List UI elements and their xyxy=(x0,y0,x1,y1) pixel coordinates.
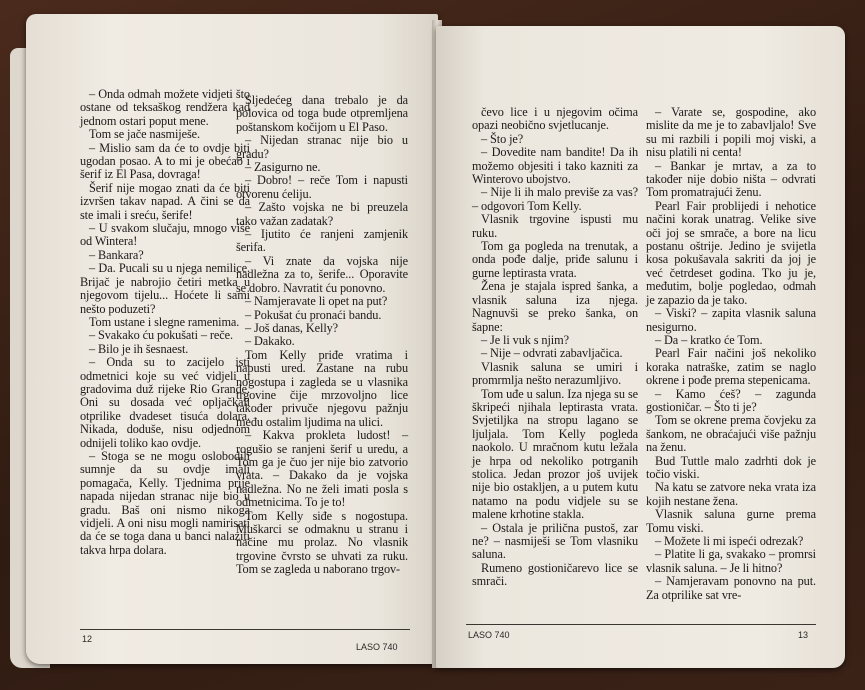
paragraph: Tom se okrene prema čovjeku za šankom, ne obraćajući više pažnju na ženu. xyxy=(646,413,816,455)
paragraph: Tom Kelly priđe vratima i napusti ured. Zastane na rubu nogostupa i zagleda se u vlasnika trgovine čije mrzovoljno lice također privuče njegovu pažnju među ostalim ljudima na ulici. xyxy=(236,347,408,429)
left-page-footer: LASO 740 xyxy=(356,642,398,652)
right-page-column-2 xyxy=(646,106,816,602)
left-footer-rule xyxy=(80,629,410,630)
paragraph: – Dovedite nam bandite! Da ih možemo objesiti i tako kazniti za Winterovo ubojstvo. xyxy=(472,145,638,187)
paragraph: – Bilo je ih šesnaest. xyxy=(89,341,189,356)
paragraph: – Stoga se ne mogu oslobodili sumnje da su ovdje imali pomagača, Kelly. Tjednima prije napada nijedan stranac nije bio u gradu. Baš oni nismo nikoga vidjeli. A oni nisu mogli namirisati da će se toga dana u banci nalaziti takva hrpa dolara. xyxy=(80,448,250,557)
paragraph: Tom Kelly siđe s nogostupa. Muškarci se odmaknu u stranu i načine mu prolaz. No vlasnik trgovine čvrsto se uhvati za ruku. Tom se zagleda u naborano trgov- xyxy=(236,508,408,577)
paragraph: – Onda odmah možete vidjeti što ostane od teksaškog rendžera kad jednom ostari poput mene. xyxy=(80,87,250,128)
paragraph: – Bankar je mrtav, a za to također nije dobio ništa – odvrati Tom promatrajući ženu. xyxy=(646,158,816,200)
paragraph: Tom ga pogleda na trenutak, a onda pođe dalje, priđe salunu i gurne leptirasta vrata. xyxy=(472,239,638,280)
paragraph: – Nijedan stranac nije bio u gradu? xyxy=(236,133,408,161)
paragraph: – Kakva prokleta ludost! – rogušio se ranjeni šerif u uredu, a Tom ga je čuo jer nije bio zatvorio vrata. – Dakako da je vojska nadležna. No ne želi imati posla s odmetnicima. To je to! xyxy=(236,428,408,510)
paragraph: Bud Tuttle malo zadrhti dok je točio viski. xyxy=(646,453,816,481)
left-page-column-1 xyxy=(80,88,250,557)
paragraph: čevo lice i u njegovim očima opazi neobično svjetlucanje. xyxy=(472,105,638,133)
paragraph: – Dobro! – reče Tom i napusti otvorenu ćeliju. xyxy=(236,173,408,201)
left-page-number: 12 xyxy=(82,634,93,644)
right-page xyxy=(436,26,845,668)
paragraph: – Je li vuk s njim? xyxy=(481,332,569,347)
paragraph: – Ostala je prilična pustoš, zar ne? – nasmiješi se Tom vlasniku saluna. xyxy=(472,520,638,562)
paragraph: – Nije li ih malo previše za vas? – odgovori Tom Kelly. xyxy=(472,185,638,213)
paragraph: – Zasigurno ne. xyxy=(245,160,321,175)
paragraph: – Ijutito će ranjeni zamjenik šerifa. xyxy=(236,227,408,255)
right-page-column-1 xyxy=(472,106,638,589)
paragraph: – Namjeravam ponovno na put. Za otprilike sat vre- xyxy=(646,574,816,602)
paragraph: Vlasnik saluna gurne prema Tomu viski. xyxy=(646,507,816,535)
paragraph: – Dakako. xyxy=(245,334,295,349)
paragraph: Rumeno gostioničarevo lice se smrači. xyxy=(472,560,638,589)
paragraph: Tom se jače nasmiješe. xyxy=(89,127,200,142)
paragraph: Pearl Fair problijedi i nehotice načini korak unatrag. Velike sive oči joj se smrače, a bore na licu postanu oštrije. Jedino je svijetla kosa pokušavala sakriti da joj je već četrdeset godina. Tko ju je, međutim, bolje pogledao, odmah je zapazio da je tako. xyxy=(646,198,816,307)
paragraph: – Svakako ću pokušati – reče. xyxy=(89,328,233,343)
paragraph: Tom ustane i slegne ramenima. xyxy=(89,314,240,329)
paragraph: – Što je? xyxy=(481,131,524,146)
paragraph: Vlasnik saluna se umiri i promrmlja nešto nerazumljivo. xyxy=(472,359,638,388)
right-page-number: 13 xyxy=(798,630,809,640)
right-footer-rule xyxy=(466,624,816,625)
paragraph: Vlasnik trgovine ispusti mu ruku. xyxy=(472,212,638,240)
paragraph: – Varate se, gospodine, ako mislite da me je to zabavljalo! Sve su mi razbili i popili moj viski, a nisu platili ni centa! xyxy=(646,105,816,160)
paragraph: – Možete li mi ispeći odrezak? xyxy=(655,534,804,548)
paragraph: Pearl Fair načini još nekoliko koraka natraške, zatim se naglo okrene i pođe prema stepenicama. xyxy=(646,346,816,388)
paragraph: – Da. Pucali su u njega nemilice. Brijač je nabrojio četiri metka u njegovom tijelu... Hoćete li sami nešto poduzeti? xyxy=(80,261,250,316)
paragraph: – Da – kratko će Tom. xyxy=(655,332,763,347)
paragraph: – U svakom slučaju, mnogo više od Wintera! xyxy=(80,221,250,249)
paragraph: Žena je stajala ispred šanka, a vlasnik saluna iza njega. Nagnuvši se preko šanka, on šapne: xyxy=(472,279,638,334)
paragraph: Sljedećeg dana trebalo je da polovica od toga bude otpremljena poštanskom kočijom u El Paso. xyxy=(236,93,408,134)
right-page-footer: LASO 740 xyxy=(468,630,510,640)
paragraph: Šerif nije mogao znati da će biti izvršen takav napad. A čini se da ste imali i sreću, šerife! xyxy=(80,180,250,222)
paragraph: – Namjeravate li opet na put? xyxy=(245,294,388,309)
paragraph: Na katu se zatvore neka vrata iza kojih nestane žena. xyxy=(646,480,816,508)
paragraph: – Platite li ga, svakako – promrsi vlasnik saluna. – Je li hitno? xyxy=(646,547,816,575)
paragraph: – Zašto vojska ne bi preuzela tako važan zadatak? xyxy=(236,200,408,228)
paragraph: – Kamo ćeš? – zagunda gostioničar. – Što ti je? xyxy=(646,386,816,414)
paragraph: – Bankara? xyxy=(89,247,144,262)
paragraph: – Nije – odvrati zabavljačica. xyxy=(481,346,623,361)
paragraph: – Mislio sam da će to ovdje biti ugodan posao. A to mi je obećao i šerif iz El Pasa, dovraga! xyxy=(80,140,250,182)
paragraph: – Vi znate da vojska nije nadležna za to, šerife... Oporavite se dobro. Navratit ću ponovno. xyxy=(236,253,408,295)
paragraph: – Viski? – zapita vlasnik saluna nesigurno. xyxy=(646,306,816,334)
paragraph: – Onda su to zacijelo isti odmetnici koje su već vidjeli u gradovima duž rijeke Rio Grande. Oni su dosada već opljačkali otprilike dvadeset tisuća dolara. Nikada, doduše, nisu odjednom odnijeli toliko kao ovdje. xyxy=(80,355,250,450)
paragraph: – Pokušat ću pronaći bandu. xyxy=(245,307,382,322)
left-page xyxy=(26,14,438,664)
paragraph: Tom uđe u salun. Iza njega su se škripeći njihala leptirasta vrata. Svjetiljka na stropu lagano se ljuljala. Tom Kelly pogleda naokolo. U mračnom kutu ležala je hrpa od nekoliko potrganih stolica. Jedan prozor još uvijek nije bio ostakljen, a u putem kutu natamo na podu vidjele su se malene krhotine stakla. xyxy=(472,386,638,522)
paragraph: – Još danas, Kelly? xyxy=(245,320,339,335)
left-page-column-2 xyxy=(236,94,408,577)
